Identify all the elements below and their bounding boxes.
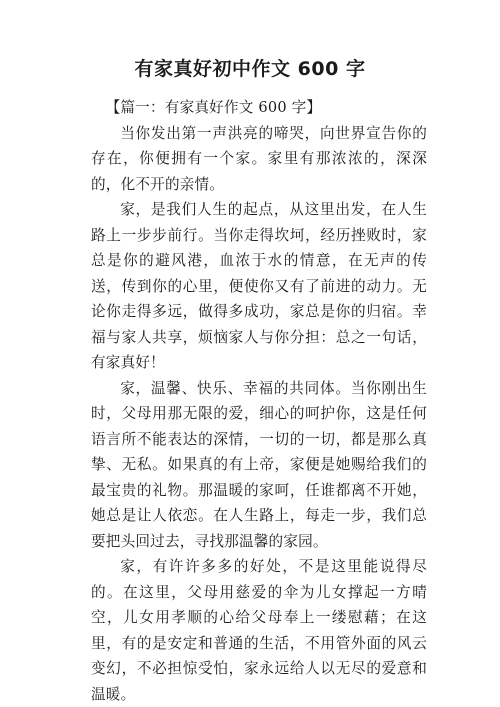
paragraph-3: 家，温馨、快乐、幸福的共同体。当你刚出生时，父母用那无限的爱，细心的呵护你，这是任何语言所不能表达的深情，一切的一切，都是那么真挚、无私。如果真的有上帝，家便是她赐给我们的最宝贵的礼物。那温暖的家呵，任谁都离不开她，她总是让人依恋。在人生路上，每走一步，我们总要把头回过去，寻找那温馨的家园。 — [91, 379, 427, 550]
section-heading: 【篇一：有家真好作文 600 字】 — [105, 99, 322, 116]
paragraph-1: 当你发出第一声洪亮的啼哭，向世界宣告你的存在，你便拥有一个家。家里有那浓浓的，深深的，化不开的亲情。 — [91, 124, 427, 193]
document-body — [91, 95, 427, 707]
paragraph-2: 家，是我们人生的起点，从这里出发，在人生路上一步步前行。当你走得坎坷，经历挫败时，家总是你的避风港，血浓于水的情意，在无声的传送，传到你的心里，便使你又有了前进的动力。无论你走得多远，做得多成功，家总是你的归宿。幸福与家人共享，烦恼家人与你分担：总之一句话，有家真好！ — [91, 201, 427, 371]
document-title: 有家真好初中作文 600 字 — [134, 58, 366, 80]
paragraph-4: 家，有许许多多的好处，不是这里能说得尽的。在这里，父母用慈爱的伞为儿女撑起一方晴空，儿女用孝顺的心给父母奉上一缕慰藉；在这里，有的是安定和普通的生活，不用管外面的风云变幻，不必担惊受怕，家永远给人以无尽的爱意和温暖。 — [91, 558, 427, 703]
